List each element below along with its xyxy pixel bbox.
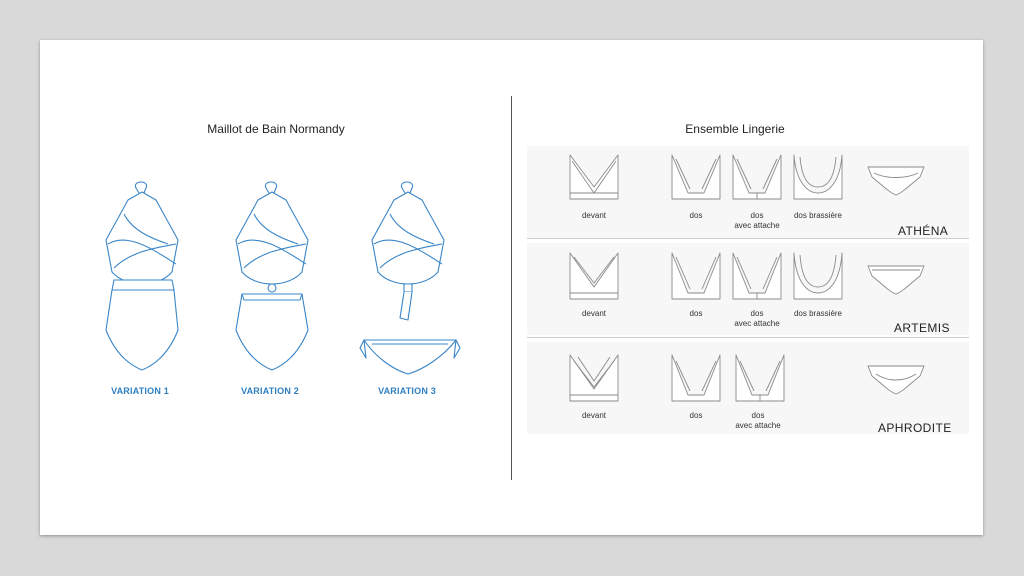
artemis-back-sketch <box>668 251 724 305</box>
right-panel-title: Ensemble Lingerie <box>685 122 785 136</box>
artemis-caption-bralette: dos brassière <box>793 309 843 318</box>
aphrodite-row-title: APHRODITE <box>878 421 952 435</box>
athena-back-sketch <box>668 153 724 205</box>
aphrodite-caption-front: devant <box>581 411 607 420</box>
swimsuit-variation-2-sketch <box>228 180 318 380</box>
swimsuit-variation-1-sketch <box>98 180 188 380</box>
aphrodite-back-sketch <box>668 353 724 407</box>
panel-divider <box>511 96 512 480</box>
aphrodite-caption-back-clasp: dos avec attache <box>735 411 781 430</box>
variation-2-label: VARIATION 2 <box>241 386 299 396</box>
artemis-back-with-clasp-sketch <box>729 251 785 305</box>
artemis-briefs-sketch <box>866 262 926 296</box>
variation-1-label: VARIATION 1 <box>111 386 169 396</box>
athena-briefs-sketch <box>866 163 926 197</box>
swimsuit-variation-3-sketch <box>360 180 460 380</box>
artemis-caption-front: devant <box>581 309 607 318</box>
aphrodite-briefs-sketch <box>866 362 926 396</box>
aphrodite-front-sketch <box>566 353 622 407</box>
artemis-bralette-back-sketch <box>790 251 846 305</box>
artemis-row-title: ARTEMIS <box>894 321 950 335</box>
left-panel-title: Maillot de Bain Normandy <box>207 122 345 136</box>
athena-front-sketch <box>566 153 622 205</box>
athena-caption-back-clasp: dos avec attache <box>734 211 780 230</box>
aphrodite-back-with-clasp-sketch <box>732 353 788 407</box>
athena-back-with-clasp-sketch <box>729 153 785 205</box>
aphrodite-caption-back: dos <box>689 411 703 420</box>
row-separator <box>527 337 969 338</box>
athena-caption-front: devant <box>581 211 607 220</box>
athena-bralette-back-sketch <box>790 153 846 205</box>
artemis-front-sketch <box>566 251 622 305</box>
athena-row-title: ATHÉNA <box>898 224 949 238</box>
artemis-caption-back-clasp: dos avec attache <box>734 309 780 328</box>
athena-caption-bralette: dos brassière <box>793 211 843 220</box>
athena-caption-back: dos <box>689 211 703 220</box>
variation-3-label: VARIATION 3 <box>378 386 436 396</box>
artemis-caption-back: dos <box>689 309 703 318</box>
row-separator <box>527 238 969 239</box>
